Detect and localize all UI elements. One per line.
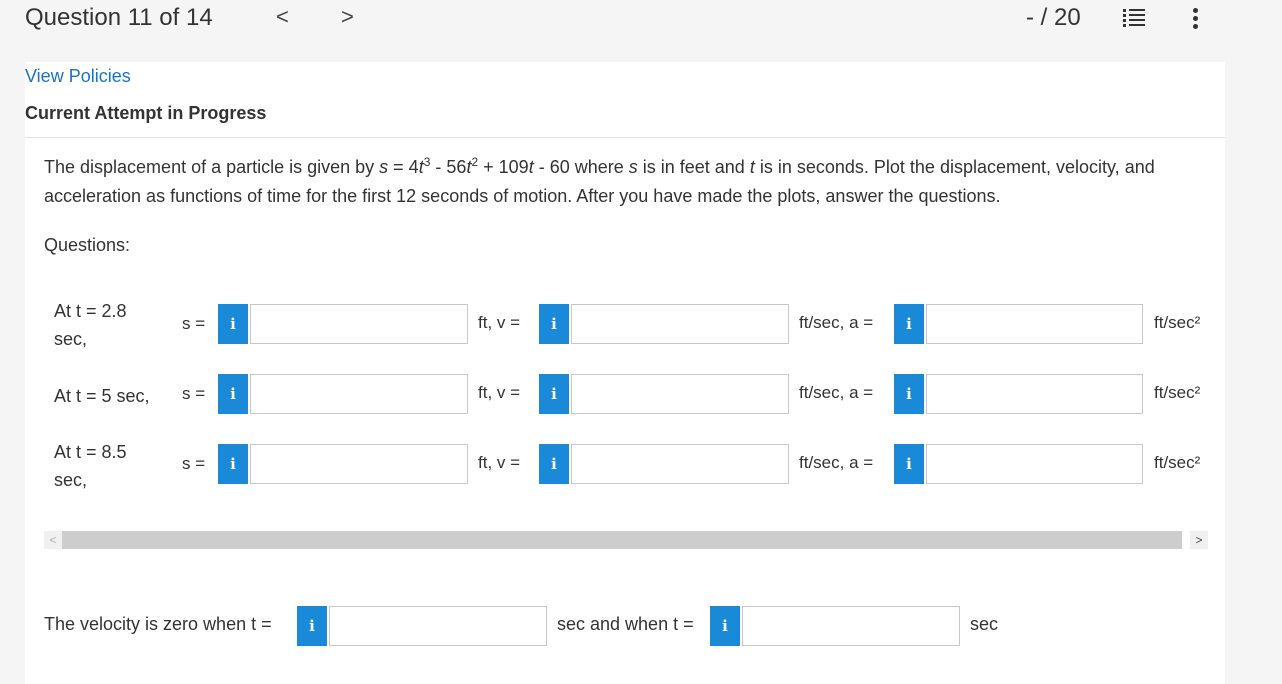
velocity-zero-time-2-input[interactable] (742, 606, 960, 646)
acceleration-input-3[interactable] (926, 444, 1143, 484)
acceleration-input-2[interactable] (926, 374, 1143, 414)
row-label-t-2-8: At t = 2.8 sec, (54, 301, 127, 349)
accel-unit: ft/sec² (1154, 453, 1201, 472)
top-bar (0, 0, 1282, 40)
s-label: s = (182, 454, 206, 473)
displacement-input-1[interactable] (250, 304, 468, 344)
displacement-input-3[interactable] (250, 444, 468, 484)
ft-v-label: ft, v = (478, 453, 521, 472)
ftsec-a-label: ft/sec, a = (799, 383, 874, 402)
scroll-left-icon[interactable]: < (44, 531, 62, 549)
ftsec-a-label: ft/sec, a = (799, 313, 874, 332)
more-options-icon[interactable] (1193, 8, 1199, 30)
ftsec-a-label: ft/sec, a = (799, 453, 874, 472)
view-policies-link[interactable]: View Policies (25, 66, 131, 86)
question-list-icon[interactable] (1123, 8, 1147, 28)
accel-unit: ft/sec² (1154, 383, 1201, 402)
question-title: Question 11 of 14 (25, 4, 213, 31)
scrollbar-thumb[interactable] (62, 531, 1182, 549)
ft-v-label: ft, v = (478, 383, 521, 402)
horizontal-scrollbar[interactable] (44, 531, 1208, 549)
s-label: s = (182, 384, 206, 403)
row-label-t-5: At t = 5 sec, (54, 386, 150, 406)
velocity-input-3[interactable] (571, 444, 789, 484)
info-icon[interactable]: i (218, 304, 248, 344)
velocity-input-1[interactable] (571, 304, 789, 344)
velocity-zero-label: The velocity is zero when t = (44, 614, 272, 634)
info-icon[interactable]: i (710, 606, 740, 646)
info-icon[interactable]: i (894, 304, 924, 344)
score: - / 20 (1026, 4, 1081, 31)
scroll-right-icon[interactable]: > (1190, 531, 1208, 549)
questions-label: Questions: (44, 235, 131, 255)
divider (25, 137, 1225, 138)
accel-unit: ft/sec² (1154, 313, 1201, 332)
velocity-input-2[interactable] (571, 374, 789, 414)
sec-unit: sec (970, 614, 999, 634)
s-label: s = (182, 314, 206, 333)
acceleration-input-1[interactable] (926, 304, 1143, 344)
info-icon[interactable]: i (539, 304, 569, 344)
info-icon[interactable]: i (539, 374, 569, 414)
attempt-status: Current Attempt in Progress (25, 103, 267, 123)
info-icon[interactable]: i (894, 444, 924, 484)
next-question-icon[interactable]: > (341, 4, 354, 29)
info-icon[interactable]: i (297, 606, 327, 646)
problem-statement: The displacement of a particle is given by $s = 4t^3 - 56t^2 + 109t - 60$ where s is in feet and t is in seconds. Plot the displacement, velocity, and acceleration as functions of time for the first 12 seconds of motion. After you have made the plots, answer the questions. (44, 155, 1155, 206)
displacement-input-2[interactable] (250, 374, 468, 414)
info-icon[interactable]: i (218, 374, 248, 414)
velocity-zero-time-1-input[interactable] (329, 606, 547, 646)
info-icon[interactable]: i (218, 444, 248, 484)
row-label-t-8-5: At t = 8.5 sec, (54, 442, 127, 490)
info-icon[interactable]: i (539, 444, 569, 484)
velocity-zero-middle-label: sec and when t = (557, 614, 694, 634)
previous-question-icon[interactable]: < (276, 4, 289, 29)
ft-v-label: ft, v = (478, 313, 521, 332)
info-icon[interactable]: i (894, 374, 924, 414)
